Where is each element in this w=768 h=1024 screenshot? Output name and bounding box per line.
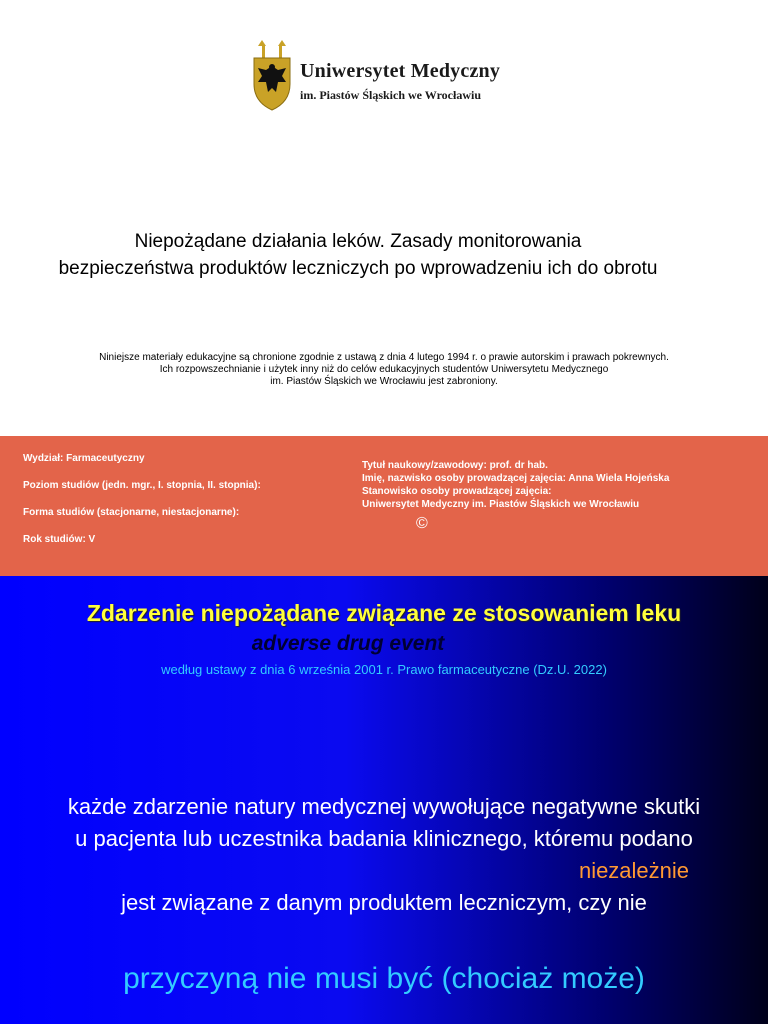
law-reference: według ustawy z dnia 6 września 2001 r. Prawo farmaceutyczne (Dz.U. 2022) bbox=[161, 662, 607, 677]
definition-line1: każde zdarzenie natury medycznej wywołujące negatywne skutki bbox=[67, 794, 701, 819]
info-academic-title: Tytuł naukowy/zawodowy: prof. dr hab. bbox=[362, 460, 548, 471]
footer-statement: przyczyną nie musi być (chociaż może) bbox=[123, 962, 645, 995]
definition-line3: jest związane z danym produktem leczniczym, czy nie bbox=[121, 890, 647, 915]
slide-heading: Zdarzenie niepożądane związane ze stosowaniem leku bbox=[86, 600, 682, 626]
lecture-title-line2: bezpieczeństwa produktów leczniczych po wprowadzeniu ich do obrotu bbox=[58, 258, 658, 279]
info-lecturer-name: Imię, nazwisko osoby prowadzącej zajęcia: Anna Wiela Hojeńska bbox=[362, 473, 670, 484]
university-name: Uniwersytet Medyczny bbox=[300, 60, 501, 82]
title-page bbox=[0, 0, 768, 436]
info-lecturer-position: Stanowisko osoby prowadzącej zajęcia: bbox=[362, 486, 552, 497]
copyright-note-line1: Niniejsze materiały edukacyjne są chronione zgodnie z ustawą z dnia 4 lutego 1994 r. o prawie autorskim i prawach pokrewnych. bbox=[99, 352, 669, 363]
copyright-symbol: © bbox=[416, 515, 428, 532]
slide-subheading: adverse drug event bbox=[251, 632, 445, 655]
info-study-level: Poziom studiów (jedn. mgr., I. stopnia, II. stopnia): bbox=[23, 480, 261, 491]
eagle-crest-icon bbox=[250, 40, 294, 112]
university-subtitle: im. Piastów Śląskich we Wrocławiu bbox=[300, 88, 482, 102]
info-study-form: Forma studiów (stacjonarne, niestacjonarne): bbox=[23, 507, 240, 518]
info-institution: Uniwersytet Medyczny im. Piastów Śląskich we Wrocławiu bbox=[362, 499, 640, 510]
definition-line2: u pacjenta lub uczestnika badania klinicznego, któremu podano bbox=[75, 826, 693, 851]
course-info-band bbox=[0, 436, 768, 576]
info-study-year: Rok studiów: V bbox=[23, 534, 96, 545]
info-faculty: Wydział: Farmaceutyczny bbox=[23, 453, 145, 464]
definition-slide bbox=[0, 576, 768, 1024]
copyright-note-line3: im. Piastów Śląskich we Wrocławiu jest zabroniony. bbox=[270, 376, 498, 387]
university-logo bbox=[250, 40, 550, 112]
lecture-title-line1: Niepożądane działania leków. Zasady monitorowania bbox=[134, 231, 582, 252]
copyright-note-line2: Ich rozpowszechnianie i użytek inny niż do celów edukacyjnych studentów Uniwersytetu Medycznego bbox=[159, 364, 609, 375]
definition-highlight: niezależnie bbox=[578, 858, 690, 883]
